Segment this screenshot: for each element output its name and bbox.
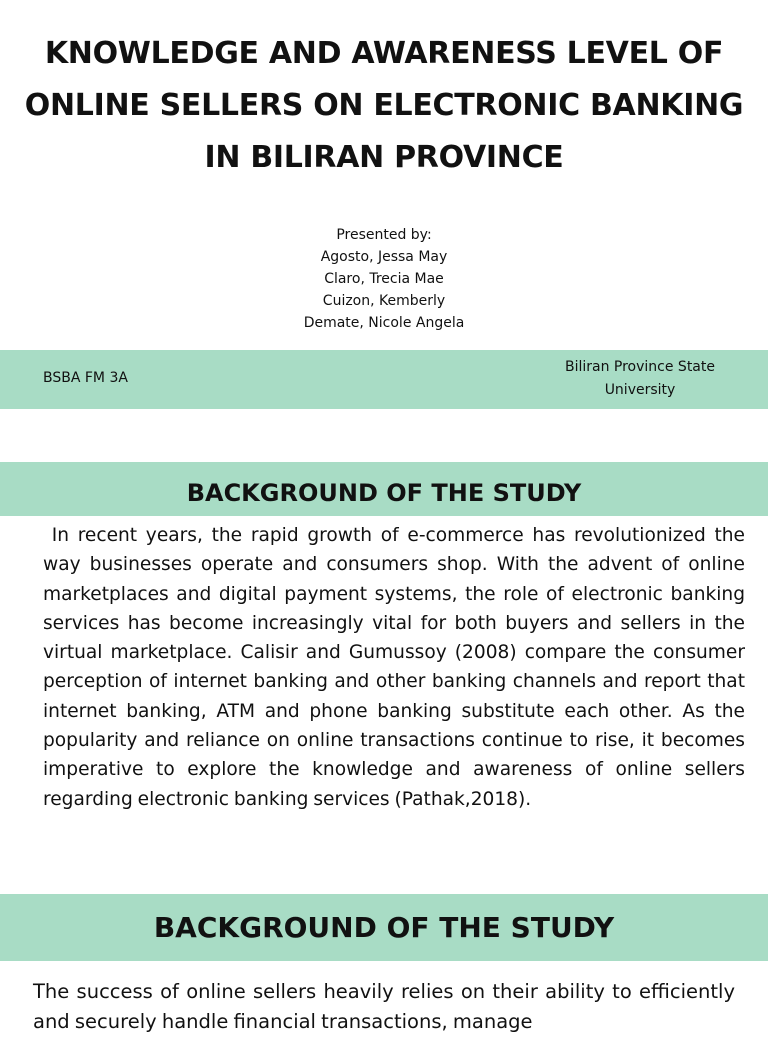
presenter-name: Demate, Nicole Angela <box>303 315 465 331</box>
section-paragraph: The success of online sellers heavily relies on their ability to efficiently and securely handle financial transactions, manage <box>33 980 735 1033</box>
presenter-name: Cuizon, Kemberly <box>322 293 446 309</box>
section-heading: BACKGROUND OF THE STUDY <box>0 462 768 516</box>
document-title: KNOWLEDGE AND AWARENESS LEVEL OF ONLINE SELLERS ON ELECTRONIC BANKING IN BILIRAN PROVINCE <box>24 36 744 175</box>
section-heading: BACKGROUND OF THE STUDY <box>0 894 768 961</box>
presenters-block <box>0 224 768 334</box>
presenter-name: Claro, Trecia Mae <box>324 271 444 287</box>
section-paragraph: In recent years, the rapid growth of e-commerce has revolutionized the way businesses operate and consumers shop. With the advent of online marketplaces and digital payment systems, the role of electronic banking services has become increasingly vital for both buyers and sellers in the virtual marketplace. Calisir and Gumussoy (2008) compare the consumer perception of internet banking and other banking channels and report that internet banking, ATM and phone banking substitute each other. As the popularity and reliance on online transactions continue to rise, it becomes imperative to explore the knowledge and awareness of online sellers regarding electronic banking services (Pathak,2018). <box>43 525 745 810</box>
info-band <box>0 350 768 409</box>
school-name: Biliran Province State University <box>564 359 715 398</box>
presented-by-label: Presented by: <box>336 227 432 243</box>
course-label: BSBA FM 3A <box>43 370 128 386</box>
presenter-name: Agosto, Jessa May <box>320 249 448 265</box>
